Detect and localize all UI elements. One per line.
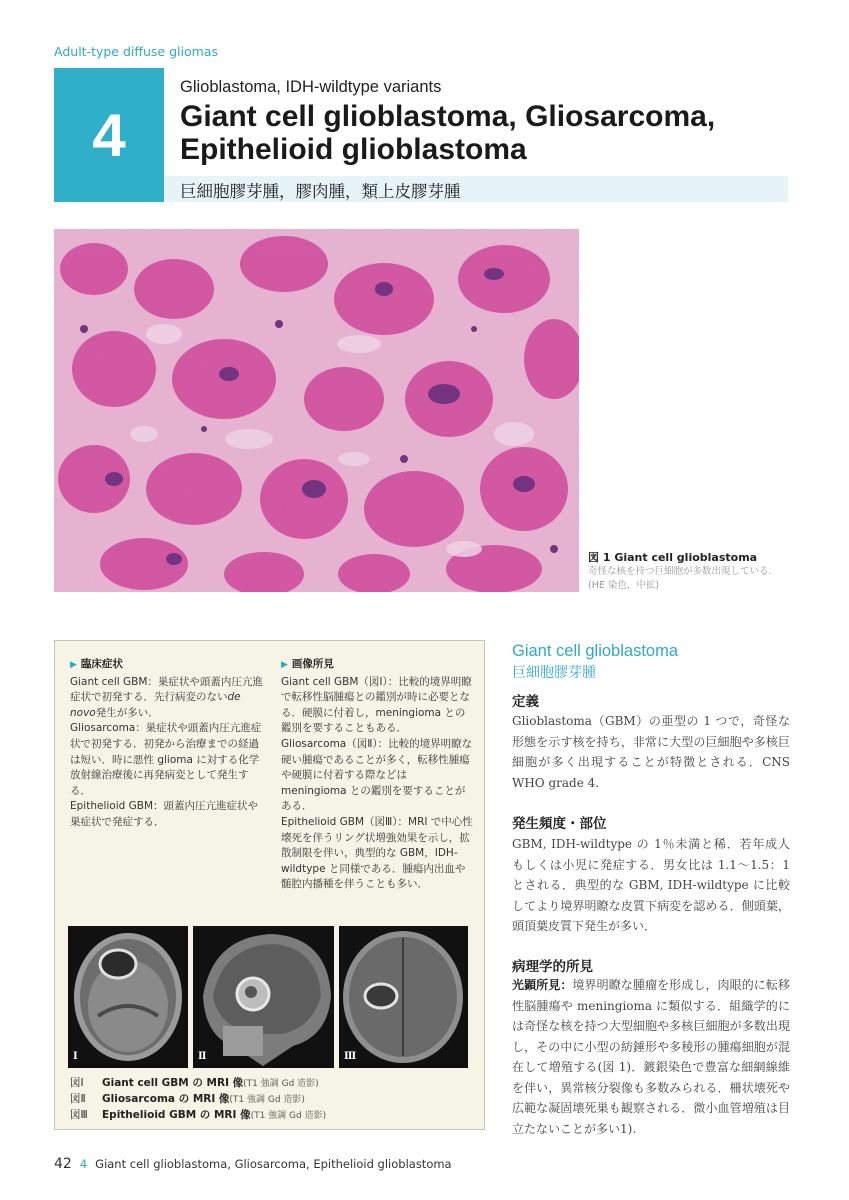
clinical-gliosarcoma: Gliosarcoma：巣症状や頭蓋内圧亢進症状で初発する．初発から治療までの経過は短い．時に悪性 glioma に対する化学放射線治療後に再発病変として発生する． (70, 722, 262, 797)
mri-captions (70, 1076, 470, 1124)
page-subtitle: Glioblastoma, IDH-wildtype variants (180, 78, 442, 96)
definition-heading: 定義 (512, 694, 539, 710)
figure1-description: 奇怪な核を持つ巨細胞が多数出現している. (588, 566, 772, 577)
histology-image (54, 229, 579, 592)
pathology-text (512, 975, 790, 1139)
imaging-gcgbm: Giant cell GBM（図Ⅰ）：比較的境界明瞭で転移性脳腫瘍との鑑別が時に必要となる．硬膜に付着し，meningioma との鑑別を要することもある． (281, 675, 472, 735)
page-title (180, 100, 790, 166)
mri-caption-1: 図Ⅰ Giant cell GBM の MRI 像(T1 強調 Gd 造影) (70, 1077, 319, 1089)
page-title-line2: Epithelioid glioblastoma (180, 133, 527, 166)
clinical-symptoms-heading: ▶ 臨床症状 (70, 658, 123, 670)
mri-label-1: Ⅰ (73, 1051, 78, 1062)
section-label: Adult-type diffuse gliomas (54, 44, 218, 59)
imaging-findings-heading: ▶ 画像所見 (281, 658, 334, 670)
imaging-gliosarcoma: Gliosarcoma（図Ⅱ）：比較的境界明瞭な硬い腫瘍であることが多く，転移性腫瘍や硬膜に付着する際などは meningioma との鑑別を要することがある． (281, 737, 473, 813)
page-number: 42 (54, 1156, 72, 1172)
footer-title: Giant cell glioblastoma, Gliosarcoma, Epithelioid glioblastoma (95, 1157, 452, 1171)
pathology-heading: 病理学的所見 (512, 959, 593, 975)
section-title-jp: 巨細胞膠芽腫 (512, 665, 596, 681)
chapter-number: 4 (54, 68, 164, 202)
pathology-lead: 光顕所見： (512, 978, 573, 992)
definition-text: Glioblastoma（GBM）の亜型の 1 つで，奇怪な形態を示す核を持ち，非常に大型の巨細胞や多核巨細胞が多く出現することが特徴とされる．CNS WHO grade 4. (512, 714, 790, 790)
triangle-bullet-icon: ▶ (70, 660, 77, 670)
figure1-caption (588, 551, 798, 593)
footer-chapter: 4 (79, 1157, 88, 1171)
triangle-bullet-icon: ▶ (281, 660, 288, 670)
page-title-line1: Giant cell glioblastoma, Gliosarcoma, (180, 100, 716, 133)
pathology-body: 境界明瞭な腫瘤を形成し，肉眼的に転移性脳腫瘍や meningioma に類似する．組織学的には奇怪な核を持つ大型細胞や多核巨細胞が多数出現し，その中に小型の紡錘形や多稜形の腫瘍細胞が混在して増殖する(図 1)．鍍銀染色で豊富な細網線維を伴い，異常核分裂像も多数みられる．柵状壊死や広範な凝固壊死巣も観察される．微小血管増殖は目立たないことが多い1). (512, 978, 790, 1136)
clinical-gcgbm: Giant cell GBM：巣症状や頭蓋内圧亢進症状で初発する．先行病変のないde novo発生が多い． (70, 675, 263, 719)
mri-caption-3: 図Ⅲ Epithelioid GBM の MRI 像(T1 強調 Gd 造影) (70, 1109, 327, 1121)
mri-image-2 (193, 926, 334, 1068)
page-footer (54, 1156, 452, 1172)
imaging-findings-section (281, 657, 473, 893)
clinical-symptoms-section (70, 657, 268, 831)
imaging-epithelioid: Epithelioid GBM（図Ⅲ）：MRI で中心性壊死を伴うリング状増強効果を示し，拡散制限を伴い，典型的な GBM，IDH-wildtype と同様である．腫瘍内出血や髄腔内播種を伴うことも多い． (281, 815, 473, 891)
frequency-heading: 発生頻度・部位 (512, 816, 607, 832)
mri-image-3 (339, 926, 468, 1068)
mri-caption-2: 図Ⅱ Gliosarcoma の MRI 像(T1 強調 Gd 造影) (70, 1093, 305, 1105)
section-title: Giant cell glioblastoma (512, 642, 678, 660)
figure1-label: 図 1 Giant cell glioblastoma (588, 551, 758, 564)
clinical-epithelioid: Epithelioid GBM：頭蓋内圧亢進症状や巣症状で発症する． (70, 800, 259, 828)
mri-label-2: Ⅱ (198, 1051, 207, 1062)
mri-label-3: Ⅲ (344, 1051, 357, 1062)
mri-image-1 (68, 926, 188, 1068)
page-title-jp: 巨細胞膠芽腫，膠肉腫，類上皮膠芽腫 (180, 182, 461, 201)
figure1-stain: (HE 染色，中拡) (588, 580, 660, 591)
frequency-text: GBM, IDH-wildtype の 1％未満と稀．若年成人もしくは小児に発症する．男女比は 1.1～1.5：1 とされる．典型的な GBM, IDH-wildtype に比較してより境界明瞭な皮質下病変を認める．側頭葉，頭頂葉皮質下発生が多い． (512, 837, 790, 933)
